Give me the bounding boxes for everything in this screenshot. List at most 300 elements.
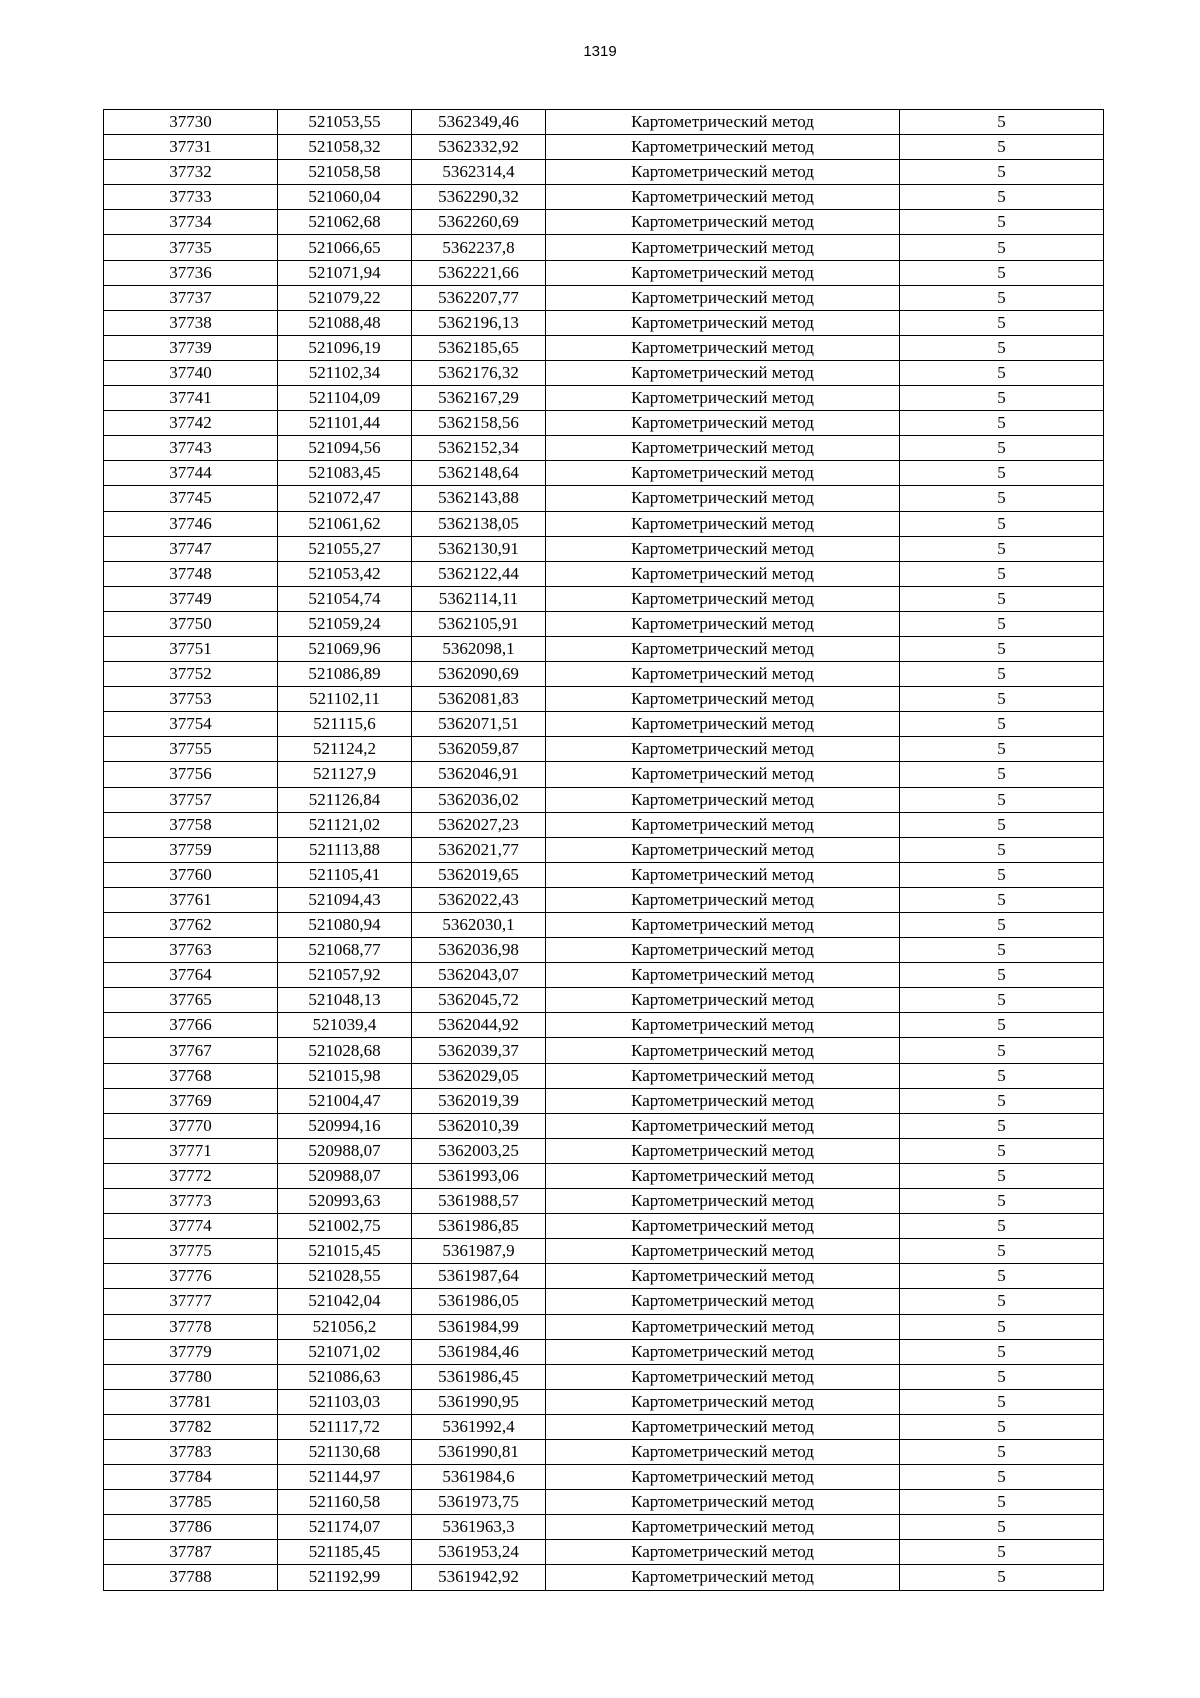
y-coordinate-cell: 5361984,46 (412, 1339, 546, 1364)
point-number-cell: 37782 (104, 1414, 278, 1439)
point-number-cell: 37747 (104, 536, 278, 561)
accuracy-cell: 5 (900, 1038, 1104, 1063)
y-coordinate-cell: 5362349,46 (412, 110, 546, 135)
point-number-cell: 37771 (104, 1138, 278, 1163)
accuracy-cell: 5 (900, 1239, 1104, 1264)
y-coordinate-cell: 5362019,65 (412, 862, 546, 887)
table-row (104, 185, 1104, 210)
y-coordinate-cell: 5362036,02 (412, 787, 546, 812)
table-row (104, 1289, 1104, 1314)
point-number-cell: 37764 (104, 963, 278, 988)
y-coordinate-cell: 5362196,13 (412, 310, 546, 335)
point-number-cell: 37780 (104, 1364, 278, 1389)
x-coordinate-cell: 521105,41 (278, 862, 412, 887)
y-coordinate-cell: 5362044,92 (412, 1013, 546, 1038)
accuracy-cell: 5 (900, 712, 1104, 737)
x-coordinate-cell: 521174,07 (278, 1515, 412, 1540)
method-cell: Картометрический метод (546, 360, 900, 385)
accuracy-cell: 5 (900, 812, 1104, 837)
table-row (104, 1490, 1104, 1515)
x-coordinate-cell: 520988,07 (278, 1138, 412, 1163)
accuracy-cell: 5 (900, 611, 1104, 636)
method-cell: Картометрический метод (546, 260, 900, 285)
y-coordinate-cell: 5362152,34 (412, 436, 546, 461)
table-row (104, 862, 1104, 887)
accuracy-cell: 5 (900, 285, 1104, 310)
x-coordinate-cell: 521058,32 (278, 135, 412, 160)
point-number-cell: 37754 (104, 712, 278, 737)
x-coordinate-cell: 521192,99 (278, 1565, 412, 1590)
point-number-cell: 37750 (104, 611, 278, 636)
accuracy-cell: 5 (900, 662, 1104, 687)
table-row (104, 787, 1104, 812)
x-coordinate-cell: 521160,58 (278, 1490, 412, 1515)
y-coordinate-cell: 5362045,72 (412, 988, 546, 1013)
accuracy-cell: 5 (900, 386, 1104, 411)
table-row (104, 1113, 1104, 1138)
y-coordinate-cell: 5362148,64 (412, 461, 546, 486)
table-row (104, 988, 1104, 1013)
table-row (104, 1088, 1104, 1113)
point-number-cell: 37768 (104, 1063, 278, 1088)
method-cell: Картометрический метод (546, 1414, 900, 1439)
table-row (104, 110, 1104, 135)
table-row (104, 586, 1104, 611)
table-row (104, 913, 1104, 938)
y-coordinate-cell: 5361986,85 (412, 1214, 546, 1239)
table-row (104, 812, 1104, 837)
x-coordinate-cell: 521117,72 (278, 1414, 412, 1439)
point-number-cell: 37751 (104, 636, 278, 661)
x-coordinate-cell: 521086,89 (278, 662, 412, 687)
method-cell: Картометрический метод (546, 235, 900, 260)
accuracy-cell: 5 (900, 636, 1104, 661)
table-row (104, 235, 1104, 260)
point-number-cell: 37784 (104, 1465, 278, 1490)
table-row (104, 335, 1104, 360)
x-coordinate-cell: 520993,63 (278, 1189, 412, 1214)
accuracy-cell: 5 (900, 938, 1104, 963)
point-number-cell: 37746 (104, 511, 278, 536)
point-number-cell: 37774 (104, 1214, 278, 1239)
accuracy-cell: 5 (900, 913, 1104, 938)
y-coordinate-cell: 5362003,25 (412, 1138, 546, 1163)
table-row (104, 1013, 1104, 1038)
table-row (104, 160, 1104, 185)
x-coordinate-cell: 521069,96 (278, 636, 412, 661)
x-coordinate-cell: 521127,9 (278, 762, 412, 787)
accuracy-cell: 5 (900, 1364, 1104, 1389)
x-coordinate-cell: 521054,74 (278, 586, 412, 611)
point-number-cell: 37730 (104, 110, 278, 135)
method-cell: Картометрический метод (546, 1565, 900, 1590)
x-coordinate-cell: 521056,2 (278, 1314, 412, 1339)
accuracy-cell: 5 (900, 1088, 1104, 1113)
y-coordinate-cell: 5362030,1 (412, 913, 546, 938)
y-coordinate-cell: 5361990,95 (412, 1389, 546, 1414)
y-coordinate-cell: 5362122,44 (412, 561, 546, 586)
accuracy-cell: 5 (900, 536, 1104, 561)
point-number-cell: 37760 (104, 862, 278, 887)
y-coordinate-cell: 5361993,06 (412, 1163, 546, 1188)
table-row (104, 260, 1104, 285)
x-coordinate-cell: 521060,04 (278, 185, 412, 210)
method-cell: Картометрический метод (546, 1465, 900, 1490)
accuracy-cell: 5 (900, 1063, 1104, 1088)
method-cell: Картометрический метод (546, 135, 900, 160)
point-number-cell: 37731 (104, 135, 278, 160)
x-coordinate-cell: 521042,04 (278, 1289, 412, 1314)
method-cell: Картометрический метод (546, 185, 900, 210)
table-row (104, 1339, 1104, 1364)
table-row (104, 1515, 1104, 1540)
x-coordinate-cell: 521055,27 (278, 536, 412, 561)
table-row (104, 386, 1104, 411)
x-coordinate-cell: 521062,68 (278, 210, 412, 235)
x-coordinate-cell: 521115,6 (278, 712, 412, 737)
accuracy-cell: 5 (900, 887, 1104, 912)
accuracy-cell: 5 (900, 862, 1104, 887)
method-cell: Картометрический метод (546, 110, 900, 135)
method-cell: Картометрический метод (546, 1289, 900, 1314)
point-number-cell: 37766 (104, 1013, 278, 1038)
x-coordinate-cell: 521058,58 (278, 160, 412, 185)
method-cell: Картометрический метод (546, 511, 900, 536)
y-coordinate-cell: 5362022,43 (412, 887, 546, 912)
x-coordinate-cell: 521061,62 (278, 511, 412, 536)
x-coordinate-cell: 521101,44 (278, 411, 412, 436)
accuracy-cell: 5 (900, 837, 1104, 862)
table-row (104, 1465, 1104, 1490)
x-coordinate-cell: 521057,92 (278, 963, 412, 988)
x-coordinate-cell: 521102,11 (278, 687, 412, 712)
method-cell: Картометрический метод (546, 486, 900, 511)
point-number-cell: 37762 (104, 913, 278, 938)
table-row (104, 1214, 1104, 1239)
x-coordinate-cell: 521015,98 (278, 1063, 412, 1088)
table-row (104, 461, 1104, 486)
table-row (104, 360, 1104, 385)
y-coordinate-cell: 5361984,99 (412, 1314, 546, 1339)
y-coordinate-cell: 5362290,32 (412, 185, 546, 210)
y-coordinate-cell: 5361992,4 (412, 1414, 546, 1439)
accuracy-cell: 5 (900, 1515, 1104, 1540)
method-cell: Картометрический метод (546, 662, 900, 687)
method-cell: Картометрический метод (546, 1088, 900, 1113)
table-body (104, 110, 1104, 1591)
y-coordinate-cell: 5362332,92 (412, 135, 546, 160)
y-coordinate-cell: 5361984,6 (412, 1465, 546, 1490)
table-row (104, 1239, 1104, 1264)
point-number-cell: 37753 (104, 687, 278, 712)
accuracy-cell: 5 (900, 762, 1104, 787)
table-row (104, 285, 1104, 310)
accuracy-cell: 5 (900, 210, 1104, 235)
x-coordinate-cell: 521185,45 (278, 1540, 412, 1565)
method-cell: Картометрический метод (546, 335, 900, 360)
accuracy-cell: 5 (900, 1013, 1104, 1038)
table-row (104, 611, 1104, 636)
point-number-cell: 37735 (104, 235, 278, 260)
x-coordinate-cell: 521004,47 (278, 1088, 412, 1113)
method-cell: Картометрический метод (546, 285, 900, 310)
accuracy-cell: 5 (900, 1138, 1104, 1163)
y-coordinate-cell: 5362185,65 (412, 335, 546, 360)
point-number-cell: 37772 (104, 1163, 278, 1188)
accuracy-cell: 5 (900, 1339, 1104, 1364)
x-coordinate-cell: 521094,56 (278, 436, 412, 461)
method-cell: Картометрический метод (546, 586, 900, 611)
y-coordinate-cell: 5361990,81 (412, 1439, 546, 1464)
table-row (104, 1163, 1104, 1188)
x-coordinate-cell: 521059,24 (278, 611, 412, 636)
method-cell: Картометрический метод (546, 1189, 900, 1214)
y-coordinate-cell: 5362027,23 (412, 812, 546, 837)
point-number-cell: 37779 (104, 1339, 278, 1364)
method-cell: Картометрический метод (546, 1113, 900, 1138)
page-number: 1319 (583, 43, 617, 60)
method-cell: Картометрический метод (546, 837, 900, 862)
x-coordinate-cell: 521039,4 (278, 1013, 412, 1038)
table-row (104, 1063, 1104, 1088)
method-cell: Картометрический метод (546, 762, 900, 787)
x-coordinate-cell: 521072,47 (278, 486, 412, 511)
method-cell: Картометрический метод (546, 1540, 900, 1565)
x-coordinate-cell: 521144,97 (278, 1465, 412, 1490)
point-number-cell: 37741 (104, 386, 278, 411)
point-number-cell: 37732 (104, 160, 278, 185)
point-number-cell: 37770 (104, 1113, 278, 1138)
y-coordinate-cell: 5361953,24 (412, 1540, 546, 1565)
point-number-cell: 37759 (104, 837, 278, 862)
accuracy-cell: 5 (900, 586, 1104, 611)
y-coordinate-cell: 5362081,83 (412, 687, 546, 712)
accuracy-cell: 5 (900, 1264, 1104, 1289)
y-coordinate-cell: 5362046,91 (412, 762, 546, 787)
table-row (104, 636, 1104, 661)
point-number-cell: 37733 (104, 185, 278, 210)
coordinates-table (103, 109, 1104, 1591)
point-number-cell: 37745 (104, 486, 278, 511)
method-cell: Картометрический метод (546, 160, 900, 185)
accuracy-cell: 5 (900, 511, 1104, 536)
accuracy-cell: 5 (900, 185, 1104, 210)
y-coordinate-cell: 5362167,29 (412, 386, 546, 411)
accuracy-cell: 5 (900, 436, 1104, 461)
accuracy-cell: 5 (900, 135, 1104, 160)
accuracy-cell: 5 (900, 1163, 1104, 1188)
point-number-cell: 37761 (104, 887, 278, 912)
table-row (104, 310, 1104, 335)
x-coordinate-cell: 521094,43 (278, 887, 412, 912)
point-number-cell: 37788 (104, 1565, 278, 1590)
accuracy-cell: 5 (900, 1465, 1104, 1490)
method-cell: Картометрический метод (546, 210, 900, 235)
x-coordinate-cell: 521121,02 (278, 812, 412, 837)
table-row (104, 938, 1104, 963)
point-number-cell: 37776 (104, 1264, 278, 1289)
point-number-cell: 37767 (104, 1038, 278, 1063)
x-coordinate-cell: 521053,42 (278, 561, 412, 586)
x-coordinate-cell: 520994,16 (278, 1113, 412, 1138)
method-cell: Картометрический метод (546, 1264, 900, 1289)
point-number-cell: 37786 (104, 1515, 278, 1540)
point-number-cell: 37755 (104, 737, 278, 762)
accuracy-cell: 5 (900, 411, 1104, 436)
point-number-cell: 37738 (104, 310, 278, 335)
y-coordinate-cell: 5362143,88 (412, 486, 546, 511)
x-coordinate-cell: 521096,19 (278, 335, 412, 360)
point-number-cell: 37748 (104, 561, 278, 586)
accuracy-cell: 5 (900, 1289, 1104, 1314)
method-cell: Картометрический метод (546, 1038, 900, 1063)
method-cell: Картометрический метод (546, 862, 900, 887)
table-row (104, 436, 1104, 461)
table-row (104, 712, 1104, 737)
x-coordinate-cell: 521079,22 (278, 285, 412, 310)
point-number-cell: 37743 (104, 436, 278, 461)
method-cell: Картометрический метод (546, 411, 900, 436)
accuracy-cell: 5 (900, 160, 1104, 185)
accuracy-cell: 5 (900, 1389, 1104, 1414)
x-coordinate-cell: 521048,13 (278, 988, 412, 1013)
y-coordinate-cell: 5362019,39 (412, 1088, 546, 1113)
point-number-cell: 37763 (104, 938, 278, 963)
accuracy-cell: 5 (900, 360, 1104, 385)
table-row (104, 511, 1104, 536)
method-cell: Картометрический метод (546, 1364, 900, 1389)
method-cell: Картометрический метод (546, 1138, 900, 1163)
y-coordinate-cell: 5362105,91 (412, 611, 546, 636)
point-number-cell: 37740 (104, 360, 278, 385)
y-coordinate-cell: 5362260,69 (412, 210, 546, 235)
point-number-cell: 37737 (104, 285, 278, 310)
method-cell: Картометрический метод (546, 1339, 900, 1364)
y-coordinate-cell: 5362158,56 (412, 411, 546, 436)
y-coordinate-cell: 5361973,75 (412, 1490, 546, 1515)
table-row (104, 210, 1104, 235)
point-number-cell: 37739 (104, 335, 278, 360)
x-coordinate-cell: 521080,94 (278, 913, 412, 938)
y-coordinate-cell: 5362207,77 (412, 285, 546, 310)
method-cell: Картометрический метод (546, 687, 900, 712)
x-coordinate-cell: 521068,77 (278, 938, 412, 963)
table-row (104, 1138, 1104, 1163)
x-coordinate-cell: 521102,34 (278, 360, 412, 385)
point-number-cell: 37777 (104, 1289, 278, 1314)
accuracy-cell: 5 (900, 963, 1104, 988)
accuracy-cell: 5 (900, 737, 1104, 762)
table-row (104, 887, 1104, 912)
x-coordinate-cell: 521086,63 (278, 1364, 412, 1389)
method-cell: Картометрический метод (546, 561, 900, 586)
point-number-cell: 37749 (104, 586, 278, 611)
y-coordinate-cell: 5362114,11 (412, 586, 546, 611)
method-cell: Картометрический метод (546, 737, 900, 762)
y-coordinate-cell: 5362090,69 (412, 662, 546, 687)
y-coordinate-cell: 5361942,92 (412, 1565, 546, 1590)
accuracy-cell: 5 (900, 1565, 1104, 1590)
point-number-cell: 37778 (104, 1314, 278, 1339)
y-coordinate-cell: 5362036,98 (412, 938, 546, 963)
y-coordinate-cell: 5362098,1 (412, 636, 546, 661)
accuracy-cell: 5 (900, 1113, 1104, 1138)
accuracy-cell: 5 (900, 687, 1104, 712)
table-row (104, 1364, 1104, 1389)
point-number-cell: 37783 (104, 1439, 278, 1464)
accuracy-cell: 5 (900, 260, 1104, 285)
table-row (104, 1038, 1104, 1063)
method-cell: Картометрический метод (546, 787, 900, 812)
y-coordinate-cell: 5362059,87 (412, 737, 546, 762)
method-cell: Картометрический метод (546, 1439, 900, 1464)
point-number-cell: 37787 (104, 1540, 278, 1565)
y-coordinate-cell: 5362221,66 (412, 260, 546, 285)
accuracy-cell: 5 (900, 110, 1104, 135)
y-coordinate-cell: 5362021,77 (412, 837, 546, 862)
method-cell: Картометрический метод (546, 938, 900, 963)
accuracy-cell: 5 (900, 1490, 1104, 1515)
accuracy-cell: 5 (900, 1540, 1104, 1565)
x-coordinate-cell: 521088,48 (278, 310, 412, 335)
x-coordinate-cell: 520988,07 (278, 1163, 412, 1188)
point-number-cell: 37757 (104, 787, 278, 812)
table-row (104, 1540, 1104, 1565)
method-cell: Картометрический метод (546, 636, 900, 661)
table-row (104, 135, 1104, 160)
table-row (104, 561, 1104, 586)
y-coordinate-cell: 5361963,3 (412, 1515, 546, 1540)
method-cell: Картометрический метод (546, 1314, 900, 1339)
table-row (104, 1439, 1104, 1464)
table-row (104, 1389, 1104, 1414)
table-row (104, 1189, 1104, 1214)
table-row (104, 1414, 1104, 1439)
point-number-cell: 37736 (104, 260, 278, 285)
method-cell: Картометрический метод (546, 1239, 900, 1264)
accuracy-cell: 5 (900, 787, 1104, 812)
y-coordinate-cell: 5362029,05 (412, 1063, 546, 1088)
method-cell: Картометрический метод (546, 461, 900, 486)
point-number-cell: 37781 (104, 1389, 278, 1414)
y-coordinate-cell: 5361987,9 (412, 1239, 546, 1264)
point-number-cell: 37742 (104, 411, 278, 436)
y-coordinate-cell: 5362071,51 (412, 712, 546, 737)
accuracy-cell: 5 (900, 1414, 1104, 1439)
table-row (104, 1264, 1104, 1289)
y-coordinate-cell: 5362039,37 (412, 1038, 546, 1063)
point-number-cell: 37758 (104, 812, 278, 837)
accuracy-cell: 5 (900, 1214, 1104, 1239)
y-coordinate-cell: 5362138,05 (412, 511, 546, 536)
accuracy-cell: 5 (900, 335, 1104, 360)
table-row (104, 762, 1104, 787)
y-coordinate-cell: 5361987,64 (412, 1264, 546, 1289)
accuracy-cell: 5 (900, 561, 1104, 586)
table-row (104, 536, 1104, 561)
table-row (104, 411, 1104, 436)
method-cell: Картометрический метод (546, 887, 900, 912)
x-coordinate-cell: 521066,65 (278, 235, 412, 260)
method-cell: Картометрический метод (546, 1490, 900, 1515)
method-cell: Картометрический метод (546, 913, 900, 938)
x-coordinate-cell: 521028,68 (278, 1038, 412, 1063)
x-coordinate-cell: 521104,09 (278, 386, 412, 411)
method-cell: Картометрический метод (546, 1163, 900, 1188)
x-coordinate-cell: 521071,94 (278, 260, 412, 285)
method-cell: Картометрический метод (546, 436, 900, 461)
y-coordinate-cell: 5361986,45 (412, 1364, 546, 1389)
